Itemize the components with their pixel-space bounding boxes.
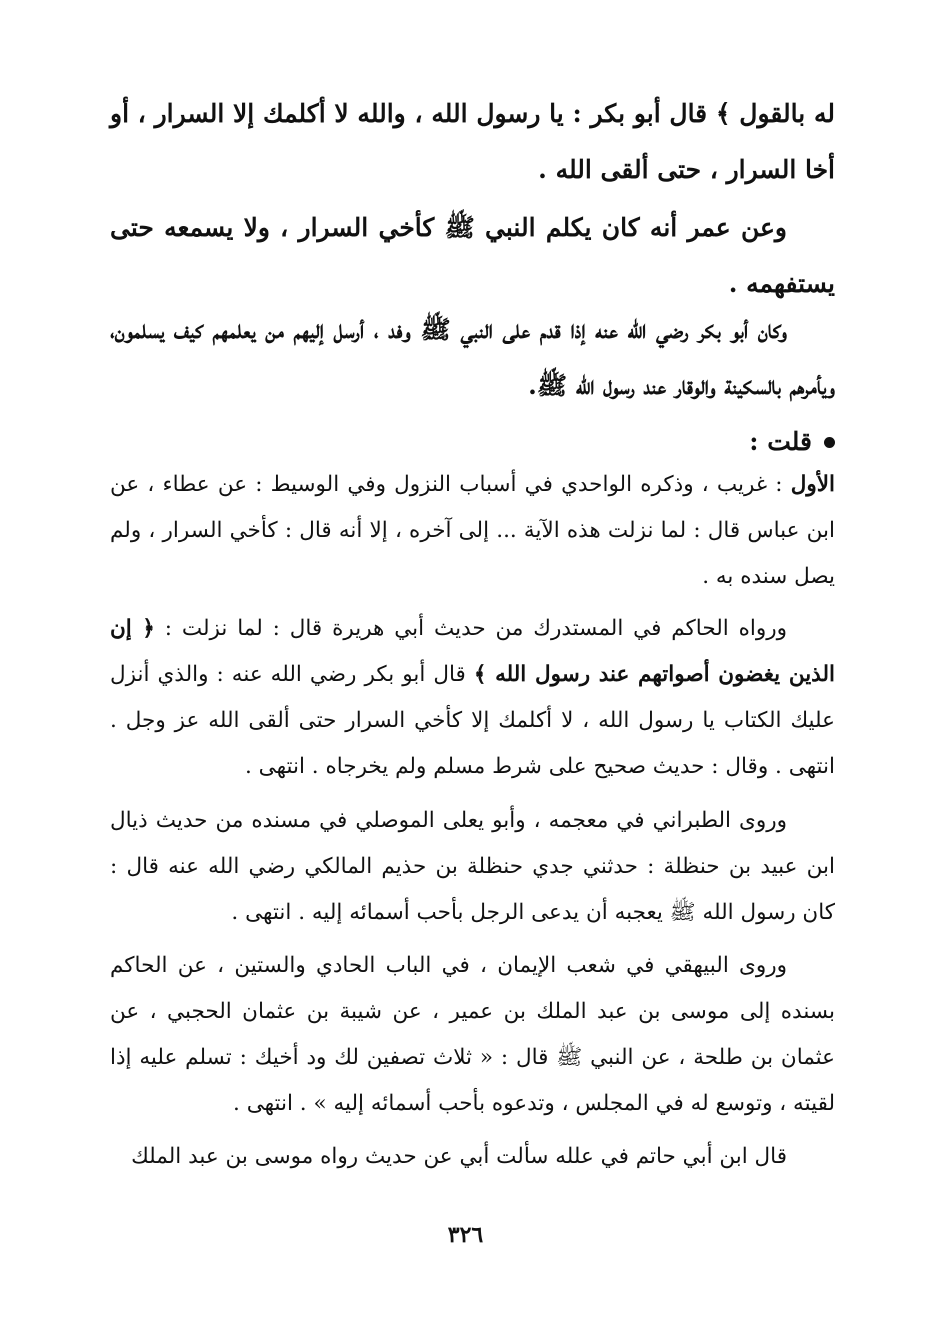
- note-heading-text: قلت :: [749, 427, 812, 456]
- paragraph-6-text: وروى الطبراني في معجمه ، وأبو يعلى الموصلي في مسنده من حديث ذيال ابن عبيد بن حنظلة : حدثني جدي حنظلة بن حذيم المالكي رضي الله عنه قال : كان رسول الله ﷺ يعجبه أن يدعى الرجل بأحب أسمائه إليه . انتهى .: [110, 808, 835, 925]
- paragraph-8-text: قال ابن أبي حاتم في علله سألت أبي عن حديث رواه موسى بن عبد الملك: [131, 1144, 787, 1169]
- bullet-icon: [824, 437, 835, 448]
- paragraph-6: [110, 798, 835, 936]
- paragraph-5-post: قال أبو بكر رضي الله عنه : والذي أنزل عليك الكتاب يا رسول الله ، لا أكلمك إلا كأخي السرار حتى ألقى الله عز وجل . انتهى . وقال : حديث صحيح على شرط مسلم ولم يخرجاه . انتهى .: [110, 662, 835, 779]
- paragraph-7: [110, 943, 835, 1127]
- paragraph-4-label: الأول: [790, 472, 835, 497]
- paragraph-1: [110, 86, 835, 198]
- paragraph-3: [110, 302, 835, 414]
- paragraph-3-text: وكان أبو بكر رضي الله عنه إذا قدم على النبي ﷺ وفد ، أرسل إليهم من يعلمهم كيف يسلمون، ويأمرهم بالسكينة والوقار عند رسول الله ﷺ.: [110, 315, 835, 400]
- paragraph-5-verse: ﴿ إن الذين يغضون أصواتهم عند رسول الله ﴾: [110, 616, 835, 687]
- page-number: ٣٢٦: [447, 1222, 484, 1248]
- paragraph-5: [110, 606, 835, 790]
- paragraph-4: [110, 462, 835, 600]
- paragraph-1-text: له بالقول ﴾ قال أبو بكر : يا رسول الله ، والله لا أكلمك إلا السرار ، أو أخا السرار ، حتى ألقى الله .: [110, 99, 835, 184]
- paragraph-8: [110, 1134, 835, 1180]
- paragraph-4-text: : غريب ، وذكره الواحدي في أسباب النزول وفي الوسيط : عن عطاء ، عن ابن عباس قال : لما نزلت هذه الآية ... إلى آخره ، إلا أنه قال : كأخي السرار ، ولم يصل سنده به .: [110, 472, 835, 589]
- paragraph-2-text: وعن عمر أنه كان يكلم النبي ﷺ كأخي السرار ، ولا يسمعه حتى يستفهمه .: [110, 213, 835, 298]
- paragraph-7-text: وروى البيهقي في شعب الإيمان ، في الباب الحادي والستين ، عن الحاكم بسنده إلى موسى بن عبد الملك بن عمير ، عن شيبة بن عثمان الحجبي ، عن عثمان بن طلحة ، عن النبي ﷺ قال : « ثلاث تصفين لك ود أخيك : تسلم عليه إذا لقيته ، وتوسع له في المجلس ، وتدعوه بأحب أسمائه إليه » . انتهى .: [110, 953, 835, 1116]
- paragraph-2: [110, 200, 835, 312]
- paragraph-5-pre: ورواه الحاكم في المستدرك من حديث أبي هريرة قال : لما نزلت :: [164, 616, 787, 641]
